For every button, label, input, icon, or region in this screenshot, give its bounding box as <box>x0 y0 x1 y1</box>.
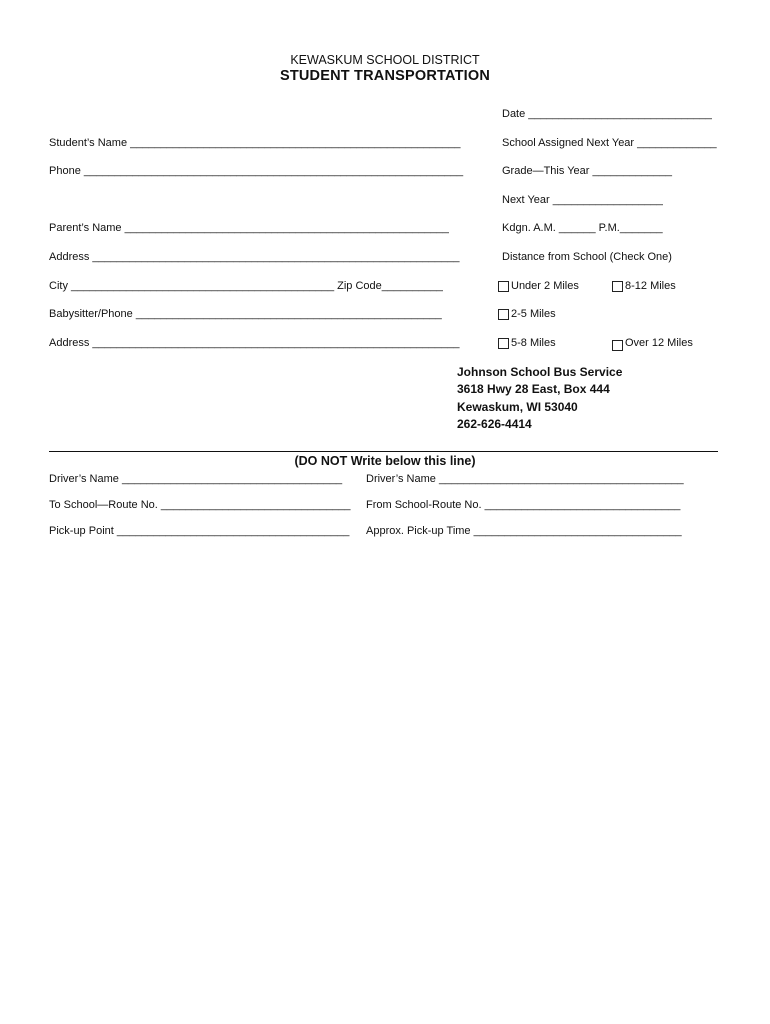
8-12-miles-checkbox[interactable] <box>612 281 623 292</box>
babysitter-address-field[interactable]: Address ____________________________________________________________ <box>49 337 460 349</box>
babysitter-phone-field[interactable]: Babysitter/Phone __________________________________________________ <box>49 308 442 320</box>
8-12-miles-label: 8-12 Miles <box>625 280 676 292</box>
over-12-miles-checkbox[interactable] <box>612 340 623 351</box>
driver-name-left-field[interactable]: Driver’s Name ____________________________________ <box>49 473 343 485</box>
5-8-miles-checkbox[interactable] <box>498 338 509 349</box>
parent-name-field[interactable]: Parent’s Name _____________________________________________________ <box>49 222 449 234</box>
city-zip-field[interactable]: City ___________________________________________ Zip Code__________ <box>49 280 443 292</box>
phone-field[interactable]: Phone ______________________________________________________________ <box>49 165 464 177</box>
next-year-field[interactable]: Next Year __________________ <box>502 194 663 206</box>
to-school-route-field[interactable]: To School—Route No. _______________________________ <box>49 499 351 511</box>
bus-service-phone: 262-626-4414 <box>457 417 532 431</box>
bus-service-city: Kewaskum, WI 53040 <box>457 400 578 414</box>
2-5-miles-label: 2-5 Miles <box>511 308 556 320</box>
bus-service-street: 3618 Hwy 28 East, Box 444 <box>457 382 610 396</box>
2-5-miles-checkbox[interactable] <box>498 309 509 320</box>
kdgn-field[interactable]: Kdgn. A.M. ______ P.M._______ <box>502 222 663 234</box>
divider-line <box>49 451 718 452</box>
pickup-point-field[interactable]: Pick-up Point ______________________________________ <box>49 525 350 537</box>
pickup-time-field[interactable]: Approx. Pick-up Time __________________________________ <box>366 525 682 537</box>
district-name: KEWASKUM SCHOOL DISTRICT <box>290 53 480 67</box>
distance-label: Distance from School (Check One) <box>502 251 672 263</box>
under-2-miles-label: Under 2 Miles <box>511 280 579 292</box>
address-field[interactable]: Address ____________________________________________________________ <box>49 251 460 263</box>
under-2-miles-checkbox[interactable] <box>498 281 509 292</box>
office-use-notice: (DO NOT Write below this line) <box>294 454 476 468</box>
school-next-year-field[interactable]: School Assigned Next Year _____________ <box>502 137 717 149</box>
5-8-miles-label: 5-8 Miles <box>511 337 556 349</box>
date-field[interactable]: Date ______________________________ <box>502 108 712 120</box>
grade-field[interactable]: Grade—This Year _____________ <box>502 165 673 177</box>
from-school-route-field[interactable]: From School-Route No. ________________________________ <box>366 499 681 511</box>
student-name-field[interactable]: Student’s Name ______________________________________________________ <box>49 137 461 149</box>
over-12-miles-label: Over 12 Miles <box>625 337 693 349</box>
form-title: STUDENT TRANSPORTATION <box>279 68 491 84</box>
bus-service-name: Johnson School Bus Service <box>457 365 623 379</box>
driver-name-right-field[interactable]: Driver’s Name ________________________________________ <box>366 473 684 485</box>
